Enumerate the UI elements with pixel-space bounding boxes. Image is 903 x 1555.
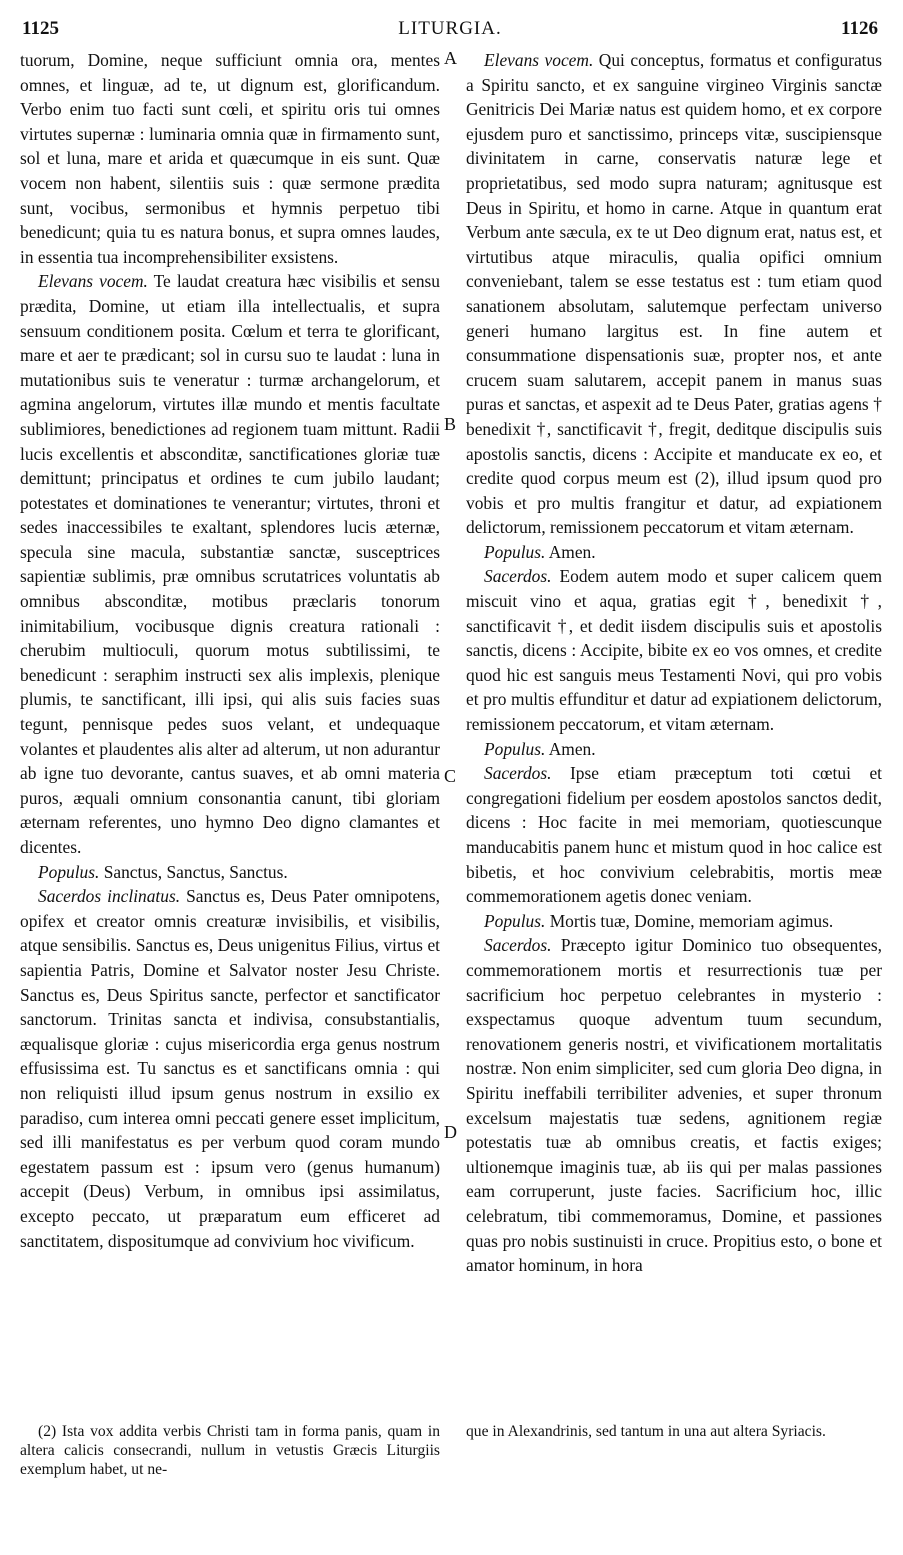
paragraph [466,933,882,1277]
paragraph [466,909,882,934]
paragraph [466,540,882,565]
paragraph [20,884,440,1253]
paragraph-text: Amen. [545,738,596,759]
section-marker-a: A [444,48,457,68]
paragraph-text: Amen. [545,541,596,562]
speaker-label: Sacerdos. [484,935,552,956]
paragraph-text: Eodem autem modo et super calicem quem miscuit vino et aqua, gratias egit †, benedixit †, sanctificavit †, et dedit iisdem discipulis suis et apostolis sanctis, dicens : Accipite, bibite ex eo vos omnes, et credite quod hic est sanguis meus Testamenti Novi, qui pro vobis et pro multis effunditur et datur ad expiationem delictorum, remissionem peccatorum, et vitam æternam. [466,566,882,735]
speaker-label: Populus. [484,541,546,562]
speaker-label: Populus. [484,738,546,759]
right-column [466,48,882,1278]
footnote-left [20,1422,440,1479]
paragraph [466,737,882,762]
section-marker-b: B [444,414,457,434]
paragraph [466,564,882,736]
section-marker-c: C [444,766,457,786]
footnote-text: que in Alexandrinis, sed tantum in una aut altera Syriacis. [466,1423,826,1440]
paragraph [20,860,440,885]
footnote-right [466,1422,882,1441]
page-header [22,18,878,42]
speaker-label: Elevans vocem. [484,50,594,70]
paragraph-text: Te laudat creatura hæc visibilis et sensu prædita, Domine, ut etiam illa intellectualis, et supra sensuum conditionem posita. Cœlum et terra te glorificant, mare et aer te prædicant; sol in cursu suo te laudat : luna in mutationibus suis te veneratur : turmæ archangelorum, et agmina angelorum, virtutes illæ mundo et mentis facultate sublimiores, benedictiones ad regionem tuam mittunt. Radii lucis excellentis et absconditæ, sanctificationes gloriæ tuæ demittunt; principatus et ordines te cum jubilo laudant; potestates et dominationes te venerantur; virtutes, throni et sedes inaccessibiles te exaltant, splendores lucis æternæ, specula sine macula, substantiæ sanctæ, susceptrices sapientiæ sublimis, præ omnibus scrutatrices voluntatis ab omnibus absconditæ, motibus præclaris tonorum inimitabilium, vocibusque dignis creatura rationali : cherubim multioculi, quorum motus subtilissimi, te benedicunt : seraphim instructi sex alis implexis, plenique plumis, te sanctificant, illi ipsi, qui alis suis facies suas tegunt, pennisque pedes suos velant, et undequaque volantes et plaudentes alis alter ad alterum, ut non adurantur ab igne tuo devorante, cantus suaves, et ab omni materia puros, æquali omnium consonantia canunt, tibi gloriam æternam referentes, uno hymno Deo digno clamantes et dicentes. [20,271,440,857]
paragraph-text: Præcepto igitur Dominico tuo obsequentes, commemorationem mortis et resurrectionis tuæ per sacrificium hoc perpetuo celebrantes in mysterio : exspectamus quoque adventum tuum secundum, renovationem generis nostri, et vivificationem mortalitatis nostræ. Non enim simpliciter, sed cum gloria Deo digna, in Spiritu ineffabili terribiliter advenies, et super thronum excelsum majestatis tuæ sedens, agnitionem regiæ potestatis tuæ ab omnibus creatis, et factis exiges; ultionemque imaginis tuæ, ab iis qui per malas passiones eam corruperunt, juste facies. Sacrificium hoc, illic celebratum, tibi commemoramus, Domine, et passiones quas pro nobis sustinuisti in cruce. Propitius esto, o bone et amator hominum, in hora [466,935,882,1276]
speaker-label: Populus. [38,861,100,882]
paragraph: tuorum, Domine, neque sufficiunt omnia ora, mentes omnes, et linguæ, ad te, ut dignum est, glorificandum. Verbo enim tuo facti sunt cœli, et spiritu oris tui omnes virtutes supernæ : luminaria omnia quæ in firmamento sunt, sol et luna, mare et arida et quæcumque in eis sunt. Quæ vocem non habent, silentiis suis : quæ sermone prædita sunt, vocibus, sermonibus et hymnis perpetuo tibi benedicunt; quia tu es natura bonus, et supra omnes laudes, in essentia tua incomprehensibiliter exsistens. [20,50,440,267]
paragraph [466,761,882,909]
paragraph-text: Sanctus, Sanctus, Sanctus. [99,861,288,882]
left-column [20,48,440,1253]
paragraph [466,48,882,540]
section-marker-d: D [444,1122,457,1142]
paragraph-text: Sanctus es, Deus Pater omnipotens, opifex et creator omnis creaturæ invisibilis, et visibilis, atque sensibilis. Sanctus es, Deus unigenitus Filius, virtus et sapientia Patris, Domine et Salvator noster Jesu Christe. Sanctus es, Deus Spiritus sancte, perfector et sanctificator sanctorum. Trinitas sancta et indivisa, consubstantialis, æqualisque gloriæ : cujus misericordia erga genus nostrum effusissima est. Tu sanctus es et sanctificans omnia : qui non reliquisti illud ipsum genus nostrum in exsilio ex paradiso, cum interea omni peccati genere esset implicitum, sed illi manifestatus es per verbum quod coram mundo egestatem passum est : ipsum vero (genus humanum) accepit (Deus) Verbum, in omnibus ipsi assimilatus, excepto peccato, ut præparatum eum efficeret ad sanctitatem, dispositumque ad convivium hoc vivificum. [20,886,440,1251]
page-number-right: 1126 [841,18,878,39]
footnote-text: (2) Ista vox addita verbis Christi tam in forma panis, quam in altera calicis consecrandi, nullum in vetustis Græcis Liturgiis exemplum habet, ut ne- [20,1423,440,1478]
speaker-label: Populus. [484,910,546,931]
paragraph-text: Qui conceptus, formatus et configuratus a Spiritu sancto, et ex sanguine virgineo Virginis sanctæ Genitricis Dei Mariæ natus est quidem homo, et ex corpore ejusdem puro et sanctissimo, princeps vitæ, suscipiensque divinitatem in carne, conservatis naturæ lege et proprietatibus, sed modo supra naturam; agnitusque est Deus in Spiritu, et homo in carne. Atque in quantum erat Verbum ante sæcula, ex te ut Deo dignum erat, natus est, et virtutibus atque miraculis, qualia opifici omnium conveniebant, talem se esse testatus est : tum etiam quod sanationem absolutam, salutemque perfectam universo generi humano largitus est. In fine autem et consummatione dispensationis suæ, propter nos, et ante crucem suam salutarem, accepit panem in manus suas puras et sanctas, et aspexit ad te Deus Pater, gratias agens † benedixit †, sanctificavit †, fregit, deditque discipulis suis apostolis sanctis, dicens : Accipite et manducate ex eo, et credite quod corpus meum est (2), illud ipsum quod pro vobis et pro multis frangitur et datur, ad expiationem delictorum, remissionem peccatorum et vitam æternam. [466,50,882,538]
paragraph [20,269,440,859]
speaker-label: Sacerdos. [484,763,552,784]
speaker-label: Sacerdos. [484,566,552,587]
running-title: LITURGIA. [398,18,502,39]
speaker-label: Elevans vocem. [38,271,148,292]
speaker-label: Sacerdos inclinatus. [38,886,181,907]
paragraph-text: Ipse etiam præceptum toti cœtui et congregationi fidelium per eosdem apostolos sanctos dedit, dicens : Hoc facite in mei memoriam, quotiescunque manducabitis panem hunc et mistum quod in hoc calice est bibetis, et hoc convivium celebrabitis, mortis meæ commemorationem agetis donec veniam. [466,763,882,907]
paragraph-text: Mortis tuæ, Domine, memoriam agimus. [545,910,834,931]
page-number-left: 1125 [22,18,59,39]
